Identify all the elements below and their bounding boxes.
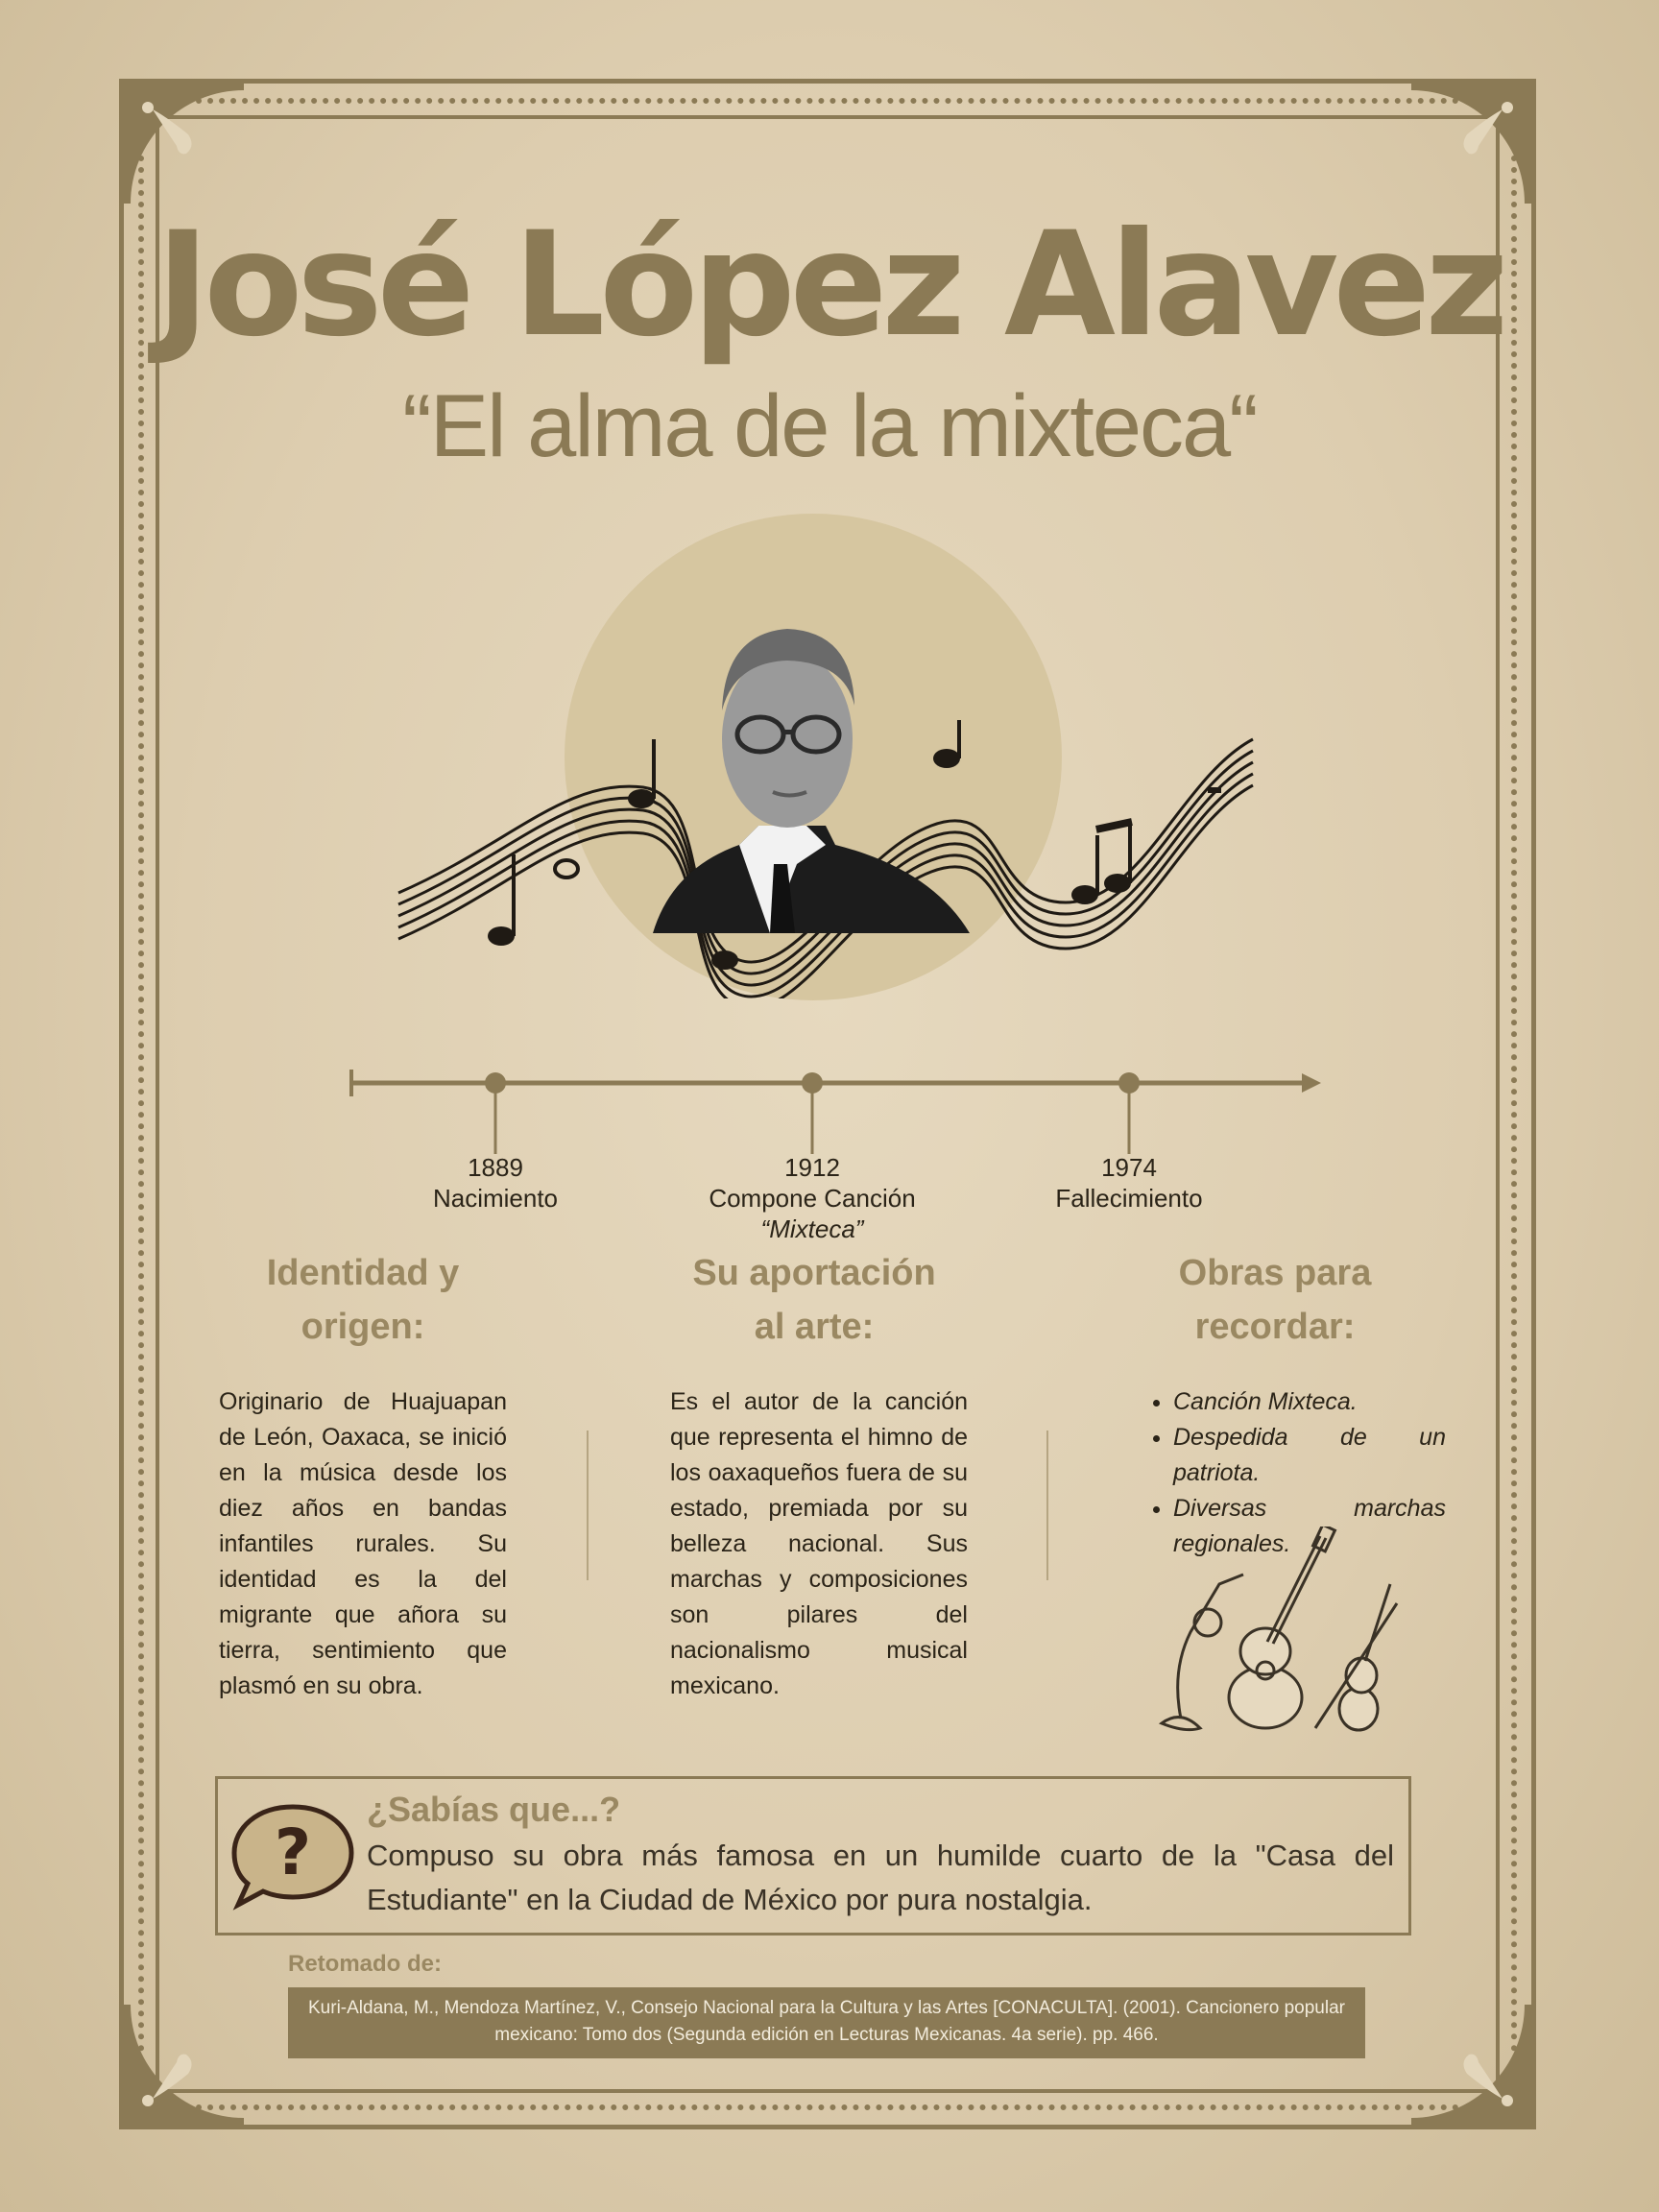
corner-ornament-icon <box>1411 79 1536 204</box>
timeline-label: Compone Canción <box>709 1184 916 1213</box>
identity-heading <box>209 1246 517 1354</box>
list-item: • Canción Mixteca. <box>1173 1384 1446 1420</box>
heading-line: al arte: <box>754 1307 875 1347</box>
source-label: Retomado de: <box>288 1951 443 1977</box>
timeline-year: 1889 <box>468 1153 523 1182</box>
contribution-heading <box>661 1246 968 1354</box>
identity-text: Originario de Huajuapan de León, Oaxaca, se inició en la música desde los diez años en bandas infantiles rurales. Su identidad es la del migrante que añora su tierra, sentimiento que plasmó en su obra. <box>219 1388 507 1699</box>
page-title: José López Alavez <box>156 202 1503 369</box>
timeline-event-1974 <box>1014 1152 1244 1214</box>
timeline-label: Fallecimiento <box>1055 1184 1203 1213</box>
works-heading <box>1121 1246 1429 1354</box>
column-divider <box>1046 1431 1048 1580</box>
corner-ornament-icon <box>119 79 244 204</box>
timeline-year: 1912 <box>784 1153 840 1182</box>
heading-line: recordar: <box>1194 1307 1356 1347</box>
svg-text:?: ? <box>274 1815 312 1889</box>
fact-title: ¿Sabías que...? <box>367 1790 621 1829</box>
timeline <box>346 1066 1325 1162</box>
corner-ornament-icon <box>119 2005 244 2129</box>
source-citation: Kuri-Aldana, M., Mendoza Martínez, V., Consejo Nacional para la Cultura y las Artes [CONACULTA]. (2001). Cancionero popular mexicano: Tomo dos (Segunda edición en Lecturas Mexicanas. 4a serie). pp. 466. <box>288 1987 1365 2058</box>
portrait-illustration <box>394 538 1258 998</box>
timeline-event-1912 <box>697 1152 927 1244</box>
fact-text: Compuso su obra más famosa en un humilde cuarto de la "Casa del Estudiante" en la Ciudad de México por pura nostalgia. <box>367 1839 1394 1916</box>
list-item: • Diversas marchas regionales. <box>1173 1491 1446 1562</box>
heading-line: origen: <box>301 1307 425 1347</box>
heading-line: Identidad y <box>266 1253 460 1293</box>
instruments-icon <box>1152 1527 1411 1738</box>
corner-ornament-icon <box>1411 2005 1536 2129</box>
timeline-year: 1974 <box>1101 1153 1157 1182</box>
heading-line: Su aportación <box>692 1253 936 1293</box>
column-divider <box>587 1431 589 1580</box>
timeline-label: Nacimiento <box>432 1184 559 1213</box>
list-item: • Despedida de un patriota. <box>1173 1420 1446 1491</box>
contribution-text: Es el autor de la canción que representa el himno de los oaxaqueños fuera de su estado, premiada por su belleza nacional. Sus marchas y composiciones son pilares del nacionalismo musical mexicano. <box>670 1388 968 1699</box>
timeline-event-1889 <box>380 1152 611 1214</box>
timeline-label-line2: “Mixteca” <box>760 1214 864 1243</box>
question-bubble-icon <box>228 1801 357 1911</box>
page-subtitle: “El alma de la mixteca“ <box>402 377 1257 475</box>
heading-line: Obras para <box>1178 1253 1372 1293</box>
